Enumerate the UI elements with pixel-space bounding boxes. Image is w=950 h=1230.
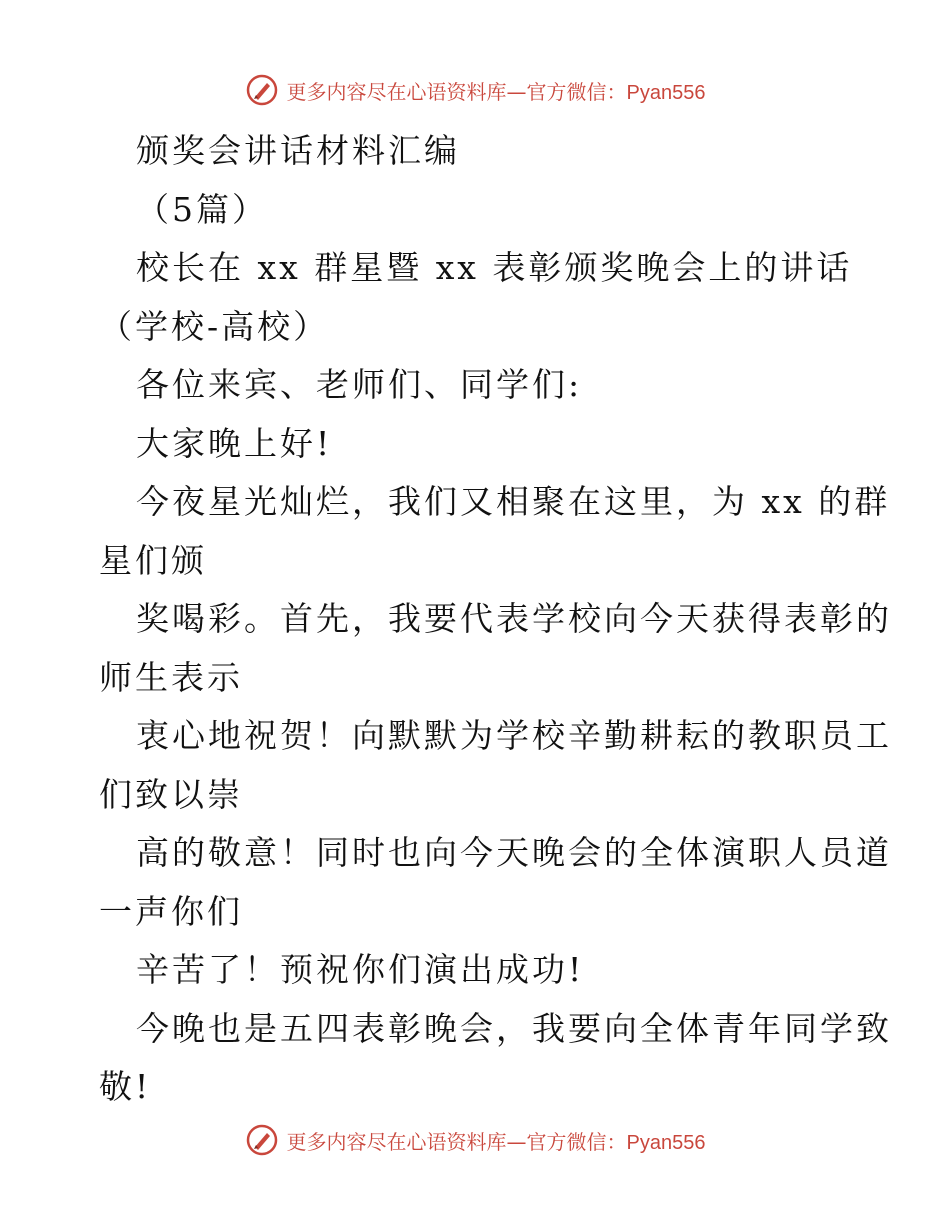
doc-line: 大家晚上好! bbox=[136, 423, 333, 463]
doc-line: 星们颁 bbox=[99, 540, 207, 580]
footer-site-text: 更多内容尽在心语资料库 bbox=[286, 1129, 507, 1154]
doc-line: 一声你们 bbox=[99, 891, 243, 931]
header-banner-text bbox=[287, 76, 706, 105]
pen-logo-icon bbox=[245, 73, 279, 107]
doc-line: （学校-高校） bbox=[99, 306, 330, 346]
footer-wechat-label: 官方微信： bbox=[526, 1129, 627, 1154]
doc-line: 辛苦了！预祝你们演出成功! bbox=[136, 950, 585, 989]
footer-banner-text bbox=[287, 1126, 706, 1155]
header-separator: — bbox=[506, 79, 527, 104]
doc-line: 今晚也是五四表彰晚会，我要向全体青年同学致 bbox=[136, 1008, 892, 1048]
doc-line: 师生表示 bbox=[99, 657, 243, 697]
doc-line: 高的敬意！同时也向今天晚会的全体演职人员道 bbox=[136, 833, 892, 872]
footer-banner bbox=[0, 1120, 950, 1160]
header-account: Pyan556 bbox=[626, 81, 706, 104]
header-banner bbox=[0, 70, 950, 110]
doc-line: 今夜星光灿烂，我们又相聚在这里，为 xx 的群 bbox=[136, 482, 891, 521]
doc-line: 校长在 xx 群星暨 xx 表彰颁奖晚会上的讲话 bbox=[136, 248, 853, 287]
doc-subtitle: （5篇） bbox=[136, 189, 268, 229]
doc-line: 各位来宾、老师们、同学们: bbox=[136, 365, 583, 404]
doc-line: 衷心地祝贺！向默默为学校辛勤耕耘的教职员工 bbox=[136, 716, 892, 755]
doc-title: 颁奖会讲话材料汇编 bbox=[136, 131, 460, 170]
doc-line: 敬! bbox=[99, 1067, 152, 1106]
doc-line: 奖喝彩。首先，我要代表学校向今天获得表彰的 bbox=[136, 599, 892, 638]
header-wechat-label: 官方微信： bbox=[526, 79, 627, 104]
doc-line: 们致以崇 bbox=[99, 774, 243, 814]
footer-account: Pyan556 bbox=[626, 1131, 706, 1154]
footer-separator: — bbox=[506, 1129, 527, 1154]
pen-logo-icon bbox=[245, 1123, 279, 1157]
document-body bbox=[99, 122, 892, 1117]
header-site-text: 更多内容尽在心语资料库 bbox=[286, 79, 507, 104]
